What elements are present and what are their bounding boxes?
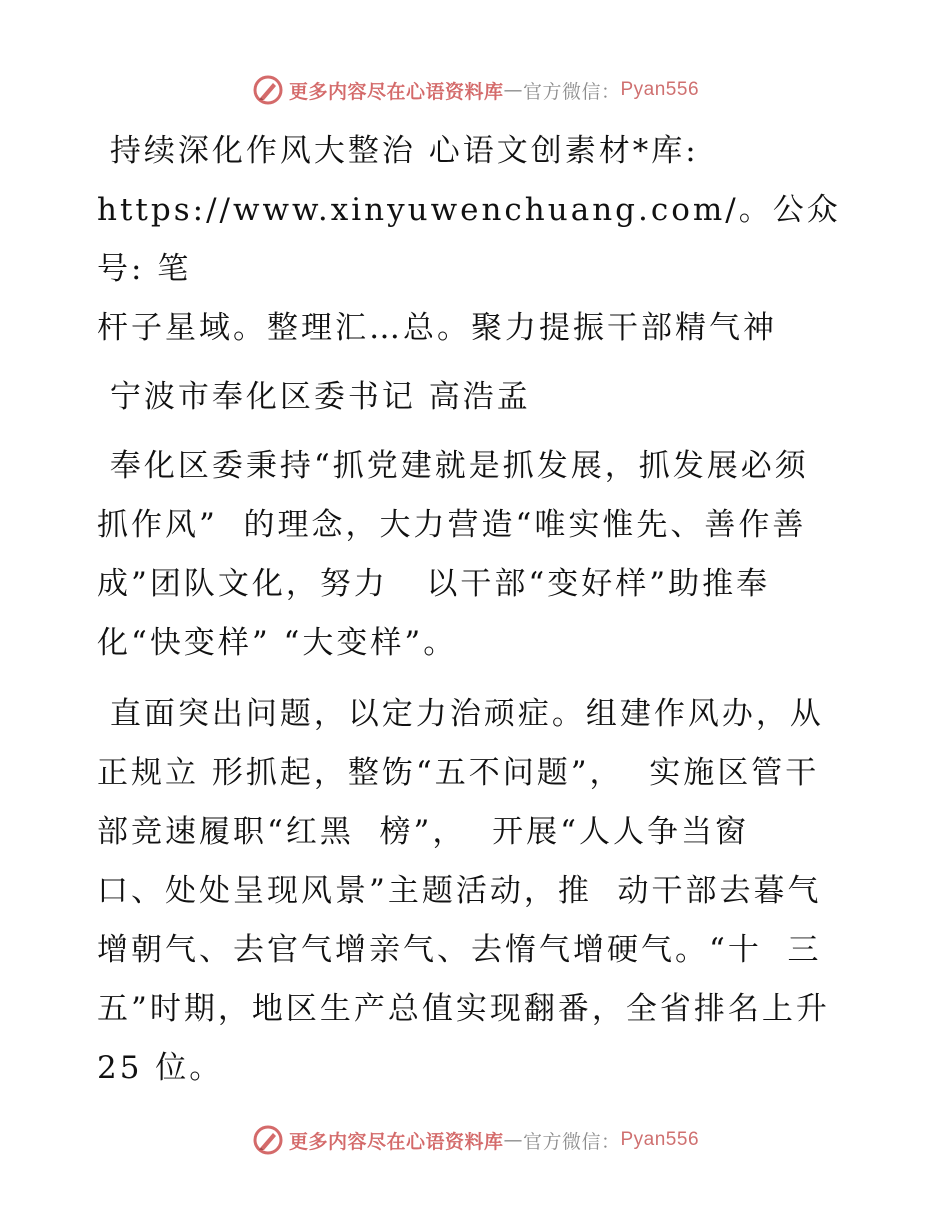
document-author: 宁波市奉化区委书记 高浩孟 (97, 379, 531, 415)
paragraph-line: 增朝气、去官气增亲气、去惰气增硬气。“十 三 (97, 932, 822, 968)
paragraph-line: 部竞速履职“红黑 榜”， 开展“人人争当窗 (97, 814, 749, 850)
watermark-header (0, 70, 950, 110)
title-line: 杆子星域。整理汇…总。聚力提振干部精气神 (97, 310, 777, 346)
watermark-official-label: 官方微信： (522, 1130, 621, 1153)
watermark-main-text: 更多内容尽在心语资料库 (288, 1130, 504, 1153)
watermark-official-label: 官方微信： (522, 80, 621, 103)
paragraph-line: 抓作风” 的理念，大力营造“唯实惟先、善作善 (97, 507, 807, 543)
paragraph-line: 化“快变样” “大变样”。 (97, 625, 458, 661)
title-line: 持续深化作风大整治 心语文创素材*库: (97, 133, 699, 169)
paragraph-line: 奉化区委秉持“抓党建就是抓发展，抓发展必须 (97, 448, 809, 484)
watermark-handle: Pyan556 (620, 1129, 700, 1150)
watermark-handle: Pyan556 (620, 79, 700, 100)
title-line: https://www.xinyuwenchuang.com/。公众号: 笔 (97, 192, 841, 287)
document-title (97, 122, 857, 358)
document-body (97, 122, 857, 1098)
paragraph-line: 五”时期，地区生产总值实现翻番，全省排名上升 (97, 991, 830, 1027)
paragraph-1 (97, 437, 857, 673)
paragraph-line: 直面突出问题，以定力治顽症。组建作风办，从 (97, 696, 824, 732)
paragraph-2 (97, 685, 857, 1098)
pen-logo-icon (251, 1123, 285, 1157)
paragraph-line: 口、处处呈现风景”主题活动，推 动干部去暮气 (97, 873, 822, 909)
watermark-dash: — (503, 1129, 523, 1151)
paragraph-line: 成”团队文化，努力 以干部“变好样”助推奉 (97, 566, 771, 602)
watermark-dash: — (503, 79, 523, 101)
watermark-main-text: 更多内容尽在心语资料库 (288, 80, 504, 103)
paragraph-line: 正规立 形抓起，整饬“五不问题”， 实施区管干 (97, 755, 820, 791)
paragraph-line: 25 位。 (97, 1050, 224, 1086)
pen-logo-icon (251, 73, 285, 107)
watermark-footer (0, 1120, 950, 1160)
